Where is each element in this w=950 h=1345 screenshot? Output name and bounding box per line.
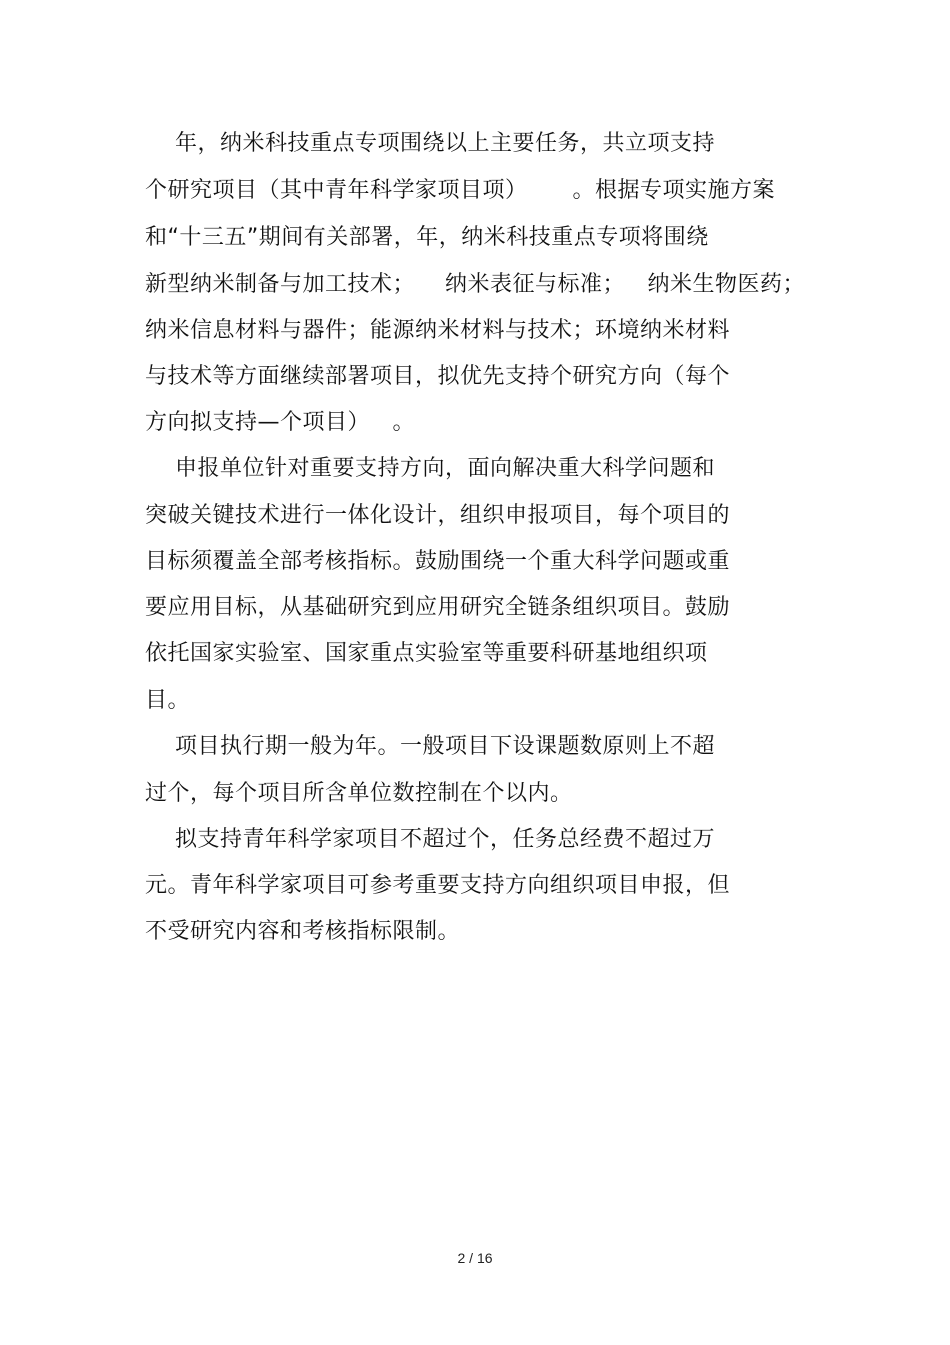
paragraph-1-line-1: 年，纳米科技重点专项围绕以上主要任务，共立项支持	[145, 131, 715, 156]
paragraph-3-line-1: 项目执行期一般为年。一般项目下设课题数原则上不超	[145, 734, 715, 759]
paragraph-4-line-1: 拟支持青年科学家项目不超过个，任务总经费不超过万	[145, 827, 715, 852]
paragraph-1-line-4: 新型纳米制备与加工技术； 纳米表征与标准； 纳米生物医药；	[145, 272, 805, 297]
paragraph-4-line-3: 不受研究内容和考核指标限制。	[145, 919, 461, 944]
paragraph-1-line-3: 和“十三五”期间有关部署，年，纳米科技重点专项将围绕	[145, 225, 709, 250]
paragraph-2-line-2: 突破关键技术进行一体化设计，组织申报项目，每个项目的	[145, 503, 731, 528]
paragraph-1-line-7: 方向拟支持—个项目） 。	[145, 410, 415, 435]
paragraph-2-line-1: 申报单位针对重要支持方向，面向解决重大科学问题和	[145, 456, 715, 481]
paragraph-1-line-6: 与技术等方面继续部署项目，拟优先支持个研究方向（每个	[145, 364, 731, 389]
paragraph-1-line-2: 个研究项目（其中青年科学家项目项） 。根据专项实施方案	[145, 178, 775, 203]
paragraph-3-line-2: 过个，每个项目所含单位数控制在个以内。	[145, 781, 573, 806]
paragraph-2-line-5: 依托国家实验室、国家重点实验室等重要科研基地组织项	[145, 641, 708, 666]
paragraph-1-line-5: 纳米信息材料与器件；能源纳米材料与技术；环境纳米材料	[145, 318, 731, 343]
paragraph-4-line-2: 元。青年科学家项目可参考重要支持方向组织项目申报，但	[145, 873, 731, 898]
paragraph-2-line-4: 要应用目标，从基础研究到应用研究全链条组织项目。鼓励	[145, 595, 731, 620]
paragraph-2-line-6: 目。	[145, 688, 191, 713]
paragraph-2-line-3: 目标须覆盖全部考核指标。鼓励围绕一个重大科学问题或重	[145, 549, 731, 574]
page-number: 2 / 16	[457, 1250, 493, 1266]
